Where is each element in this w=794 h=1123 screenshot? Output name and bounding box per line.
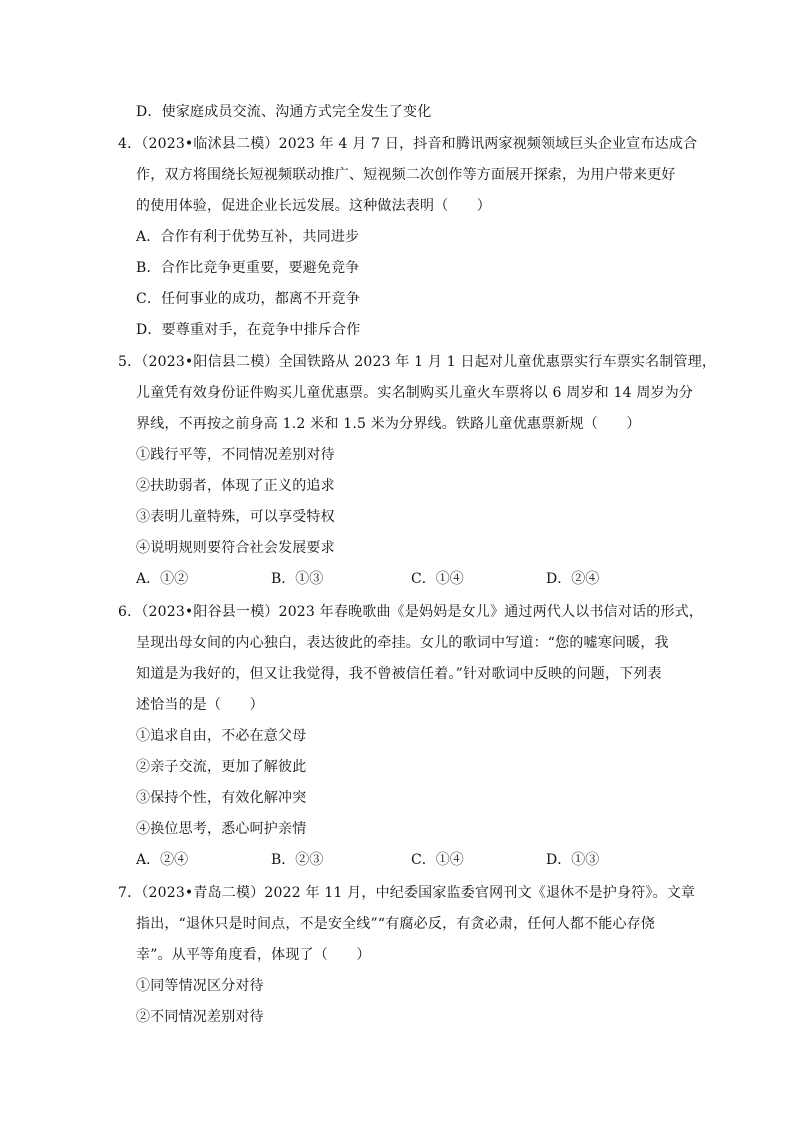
q5-choice-d: D．②④ <box>546 571 600 587</box>
q5-stem-line-2: 儿童凭有效身份证件购买儿童优惠票。实名制购买儿童火车票将以 6 周岁和 14 周岁为分 <box>136 385 694 401</box>
q5-item-4: ④说明规则要符合社会发展要求 <box>136 540 335 556</box>
q6-item-3: ③保持个性，有效化解冲突 <box>136 790 307 806</box>
q5-choice-a: A．①② <box>136 571 189 587</box>
q6-item-1: ①追求自由，不必在意父母 <box>136 728 307 744</box>
q6-stem-line-4: 述恰当的是（ ） <box>136 697 264 713</box>
q4-option-b: B．合作比竞争更重要，要避免竞争 <box>136 260 360 276</box>
q7-stem-line-2: 指出，“退休只是时间点，不是安全线”“有腐必反，有贪必肃，任何人都不能心存侥 <box>136 916 656 932</box>
q6-choices <box>136 850 656 870</box>
q4-stem-line-2: 作，双方将围绕长短视频联动推广、短视频二次创作等方面展开探索，为用户带来更好 <box>136 167 676 183</box>
q7-stem-line-3: 幸”。从平等角度看，体现了（ ） <box>136 947 371 963</box>
q5-stem-line-3: 界线，不再按之前身高 1.2 米和 1.5 米为分界线。铁路儿童优惠票新规（ ） <box>136 416 641 432</box>
q5-item-1: ①践行平等，不同情况差别对待 <box>136 447 335 463</box>
q7-item-2: ②不同情况差别对待 <box>136 1009 264 1025</box>
q5-stem-line-1: 5．（2023•阳信县二模）全国铁路从 2023 年 1 月 1 日起对儿童优惠票实行车票实名制管理， <box>118 354 717 370</box>
q6-stem-line-2: 呈现出母女间的内心独白，表达彼此的牵挂。女儿的歌词中写道：“您的嘘寒问暖，我 <box>136 635 669 651</box>
q6-choice-c: C．①④ <box>411 852 464 868</box>
q6-stem-line-3: 知道是为我好的，但又让我觉得，我不曾被信任着。”针对歌词中反映的问题，下列表 <box>136 666 662 682</box>
q6-choice-a: A．②④ <box>136 852 189 868</box>
q5-choices <box>136 569 656 589</box>
q5-item-3: ③表明儿童特殊，可以享受特权 <box>136 509 335 525</box>
q5-choice-b: B．①③ <box>271 571 324 587</box>
q6-choice-d: D．①③ <box>546 852 600 868</box>
q6-item-4: ④换位思考，悉心呵护亲情 <box>136 821 307 837</box>
q4-option-d: D．要尊重对手，在竞争中排斥合作 <box>136 322 361 338</box>
q4-option-a: A．合作有利于优势互补，共同进步 <box>136 229 360 245</box>
q7-item-1: ①同等情况区分对待 <box>136 978 264 994</box>
q7-stem-line-1: 7．（2023•青岛二模）2022 年 11 月，中纪委国家监委官网刊文《退休不是护身符》。文章 <box>118 885 696 901</box>
q6-item-2: ②亲子交流，更加了解彼此 <box>136 759 307 775</box>
q6-choice-b: B．②③ <box>271 852 324 868</box>
q5-item-2: ②扶助弱者，体现了正义的追求 <box>136 478 335 494</box>
q6-stem-line-1: 6．（2023•阳谷县一模）2023 年春晚歌曲《是妈妈是女儿》通过两代人以书信对话的形式， <box>118 604 704 620</box>
q4-stem-line-1: 4．（2023•临沭县二模）2023 年 4 月 7 日，抖音和腾讯两家视频领域巨头企业宣布达成合 <box>118 136 698 152</box>
q4-option-c: C．任何事业的成功，都离不开竞争 <box>136 291 360 307</box>
q4-stem-line-3: 的使用体验，促进企业长远发展。这种做法表明（ ） <box>136 198 491 214</box>
q5-choice-c: C．①④ <box>411 571 464 587</box>
q3-option-d: D．使家庭成员交流、沟通方式完全发生了变化 <box>136 104 432 120</box>
